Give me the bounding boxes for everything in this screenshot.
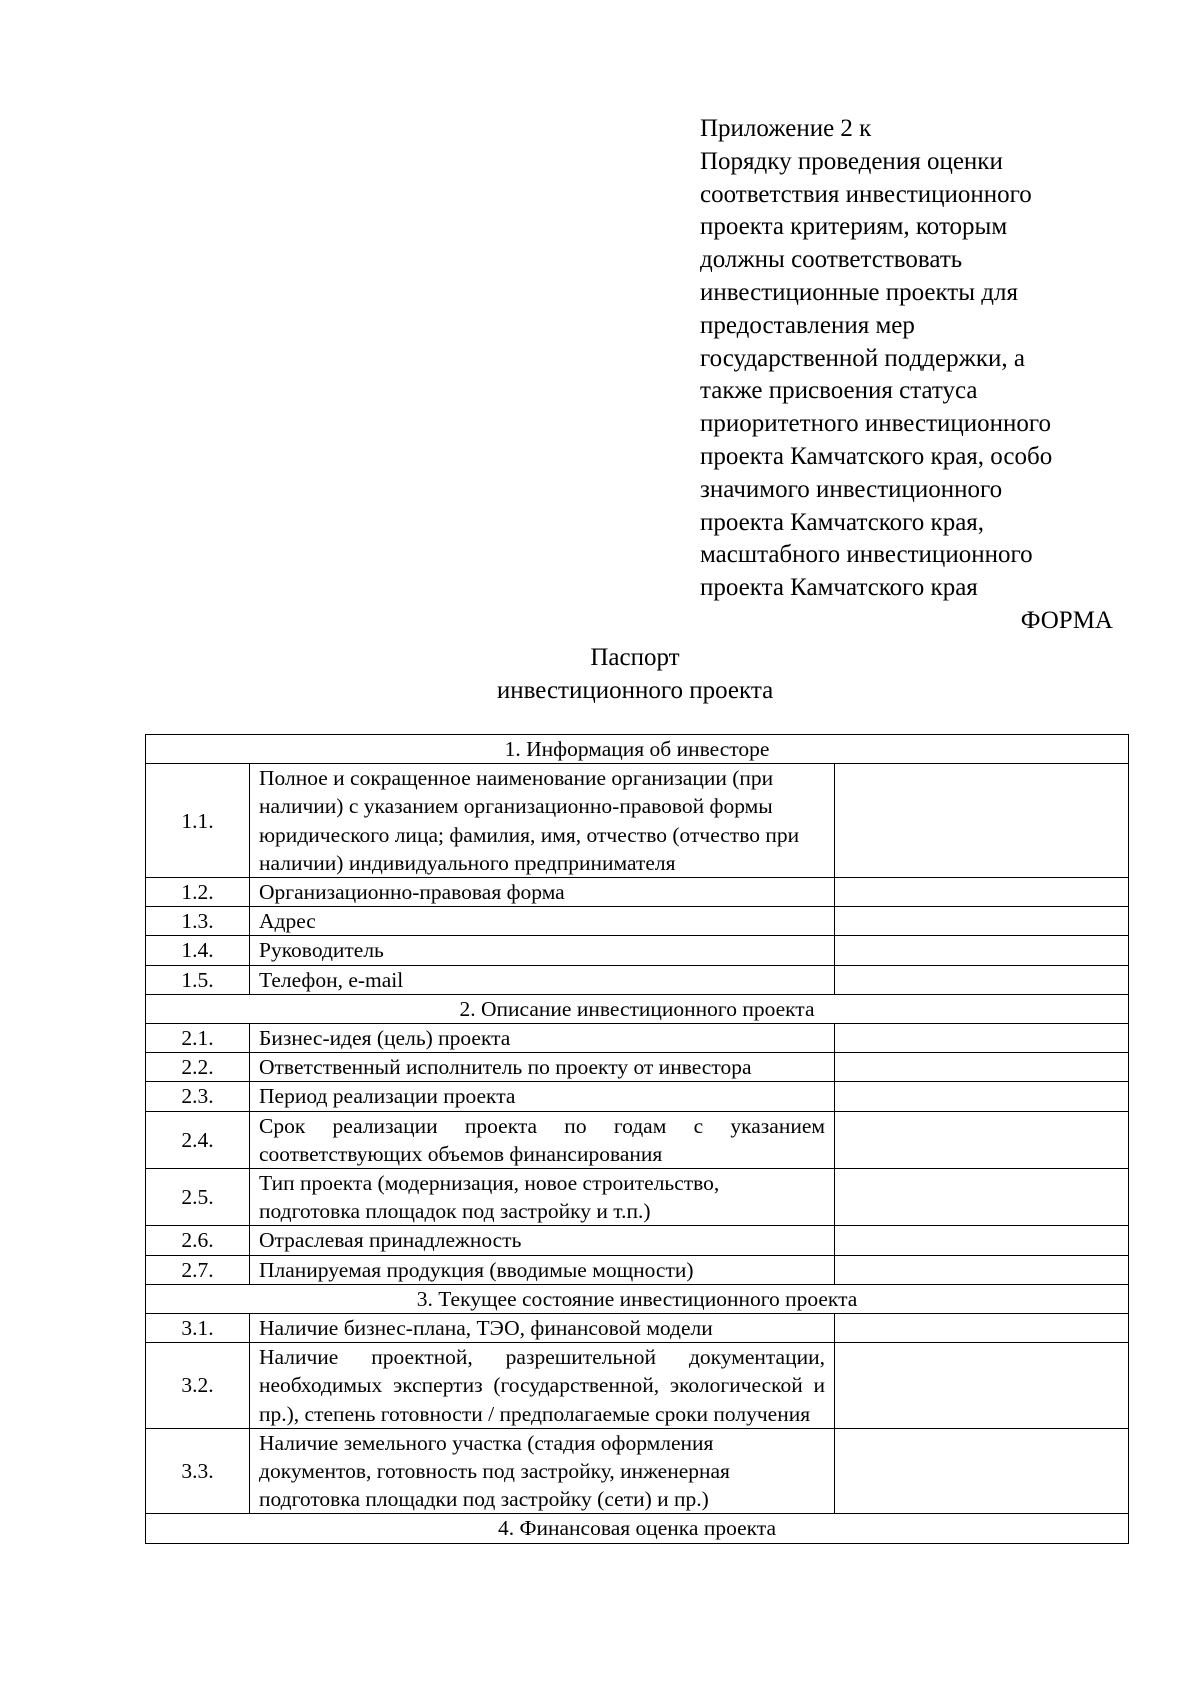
appendix-line: также присвоения статуса <box>700 377 978 405</box>
table-row <box>146 1428 1129 1514</box>
row-value-cell <box>835 1255 1129 1284</box>
table-row <box>146 764 1129 878</box>
appendix-line: масштабного инвестиционного <box>700 541 1033 569</box>
row-value-cell <box>835 764 1129 878</box>
row-label: Телефон, e-mail <box>250 965 835 994</box>
row-label: Организационно-правовая форма <box>250 878 835 907</box>
row-value-cell <box>835 1082 1129 1111</box>
table-row <box>146 1169 1129 1226</box>
appendix-line: государственной поддержки, а <box>700 344 1026 372</box>
appendix-line: Приложение 2 к <box>700 115 872 142</box>
table-row <box>146 1314 1129 1343</box>
row-label: Период реализации проекта <box>250 1082 835 1111</box>
appendix-note <box>700 113 1113 605</box>
row-number: 2.5. <box>146 1169 250 1226</box>
appendix-line: проекта Камчатского края, особо <box>700 442 1053 470</box>
form-label: ФОРМА <box>1020 607 1113 634</box>
row-number: 3.3. <box>146 1428 250 1514</box>
table-row <box>146 1053 1129 1082</box>
appendix-line: Порядку проведения оценки <box>700 147 1003 175</box>
row-number: 3.1. <box>146 1314 250 1343</box>
row-number: 2.7. <box>146 1255 250 1284</box>
row-label: Адрес <box>250 907 835 936</box>
row-value-cell <box>835 1111 1129 1168</box>
row-label: Планируемая продукция (вводимые мощности) <box>250 1255 835 1284</box>
section-heading-row <box>146 1284 1129 1313</box>
title-line-1: Паспорт <box>590 644 680 671</box>
appendix-line: значимого инвестиционного <box>700 475 1003 503</box>
row-label: Наличие проектной, разрешительной документации, необходимых экспертиз (государственной, экологической и пр.), степень готовности / предполагаемые сроки получения <box>250 1343 835 1429</box>
title-line-2: инвестиционного проекта <box>496 677 774 704</box>
row-number: 2.2. <box>146 1053 250 1082</box>
appendix-line: инвестиционные проекты для <box>700 278 1018 306</box>
row-label: Руководитель <box>250 936 835 965</box>
row-label: Наличие бизнес-плана, ТЭО, финансовой модели <box>250 1314 835 1343</box>
row-label: Бизнес-идея (цель) проекта <box>250 1024 835 1053</box>
table-row <box>146 936 1129 965</box>
row-label: Наличие земельного участка (стадия оформления документов, готовность под застройку, инженерная подготовка площадки под застройку (сети) и пр.) <box>250 1428 835 1514</box>
row-value-cell <box>835 1343 1129 1429</box>
row-value-cell <box>835 936 1129 965</box>
appendix-line: предоставления мер <box>700 311 915 339</box>
row-number: 1.5. <box>146 965 250 994</box>
table-row <box>146 1226 1129 1255</box>
section-heading-row <box>146 1514 1129 1543</box>
table-row <box>146 878 1129 907</box>
row-value-cell <box>835 1053 1129 1082</box>
appendix-line: проекта Камчатского края, <box>700 508 985 536</box>
row-value-cell <box>835 907 1129 936</box>
row-value-cell <box>835 878 1129 907</box>
row-number: 3.2. <box>146 1343 250 1429</box>
table-row <box>146 965 1129 994</box>
row-number: 2.3. <box>146 1082 250 1111</box>
passport-table <box>145 734 1129 1544</box>
appendix-line: проекта Камчатского края <box>700 574 978 602</box>
appendix-line: проекта критериям, которым <box>700 213 1008 241</box>
row-label: Полное и сокращенное наименование организации (при наличии) с указанием организационно-правовой формы юридического лица; фамилия, имя, отчество (отчество при наличии) индивидуального предпринимателя <box>250 764 835 878</box>
row-number: 1.2. <box>146 878 250 907</box>
row-number: 2.4. <box>146 1111 250 1168</box>
table-row <box>146 1343 1129 1429</box>
section-heading-row <box>146 994 1129 1023</box>
row-value-cell <box>835 1314 1129 1343</box>
section-heading: 1. Информация об инвесторе <box>146 735 1129 764</box>
row-number: 2.6. <box>146 1226 250 1255</box>
row-number: 1.1. <box>146 764 250 878</box>
document-title <box>0 641 1200 707</box>
appendix-line: соответствия инвестиционного <box>700 180 1032 208</box>
table-row <box>146 1082 1129 1111</box>
row-value-cell <box>835 1169 1129 1226</box>
row-label: Ответственный исполнитель по проекту от инвестора <box>250 1053 835 1082</box>
row-number: 1.4. <box>146 936 250 965</box>
table-row <box>146 1255 1129 1284</box>
row-number: 2.1. <box>146 1024 250 1053</box>
section-heading-row <box>146 735 1129 764</box>
row-number: 1.3. <box>146 907 250 936</box>
row-value-cell <box>835 965 1129 994</box>
section-heading: 2. Описание инвестиционного проекта <box>146 994 1129 1023</box>
row-label: Отраслевая принадлежность <box>250 1226 835 1255</box>
table-row <box>146 907 1129 936</box>
row-value-cell <box>835 1024 1129 1053</box>
row-label: Срок реализации проекта по годам с указанием соответствующих объемов финансирования <box>250 1111 835 1168</box>
row-value-cell <box>835 1226 1129 1255</box>
appendix-line: должны соответствовать <box>700 246 963 274</box>
section-heading: 3. Текущее состояние инвестиционного проекта <box>146 1284 1129 1313</box>
appendix-line: приоритетного инвестиционного <box>700 410 1052 438</box>
row-label: Тип проекта (модернизация, новое строительство, подготовка площадок под застройку и т.п.) <box>250 1169 835 1226</box>
table-row <box>146 1111 1129 1168</box>
section-heading: 4. Финансовая оценка проекта <box>146 1514 1129 1543</box>
row-value-cell <box>835 1428 1129 1514</box>
table-row <box>146 1024 1129 1053</box>
